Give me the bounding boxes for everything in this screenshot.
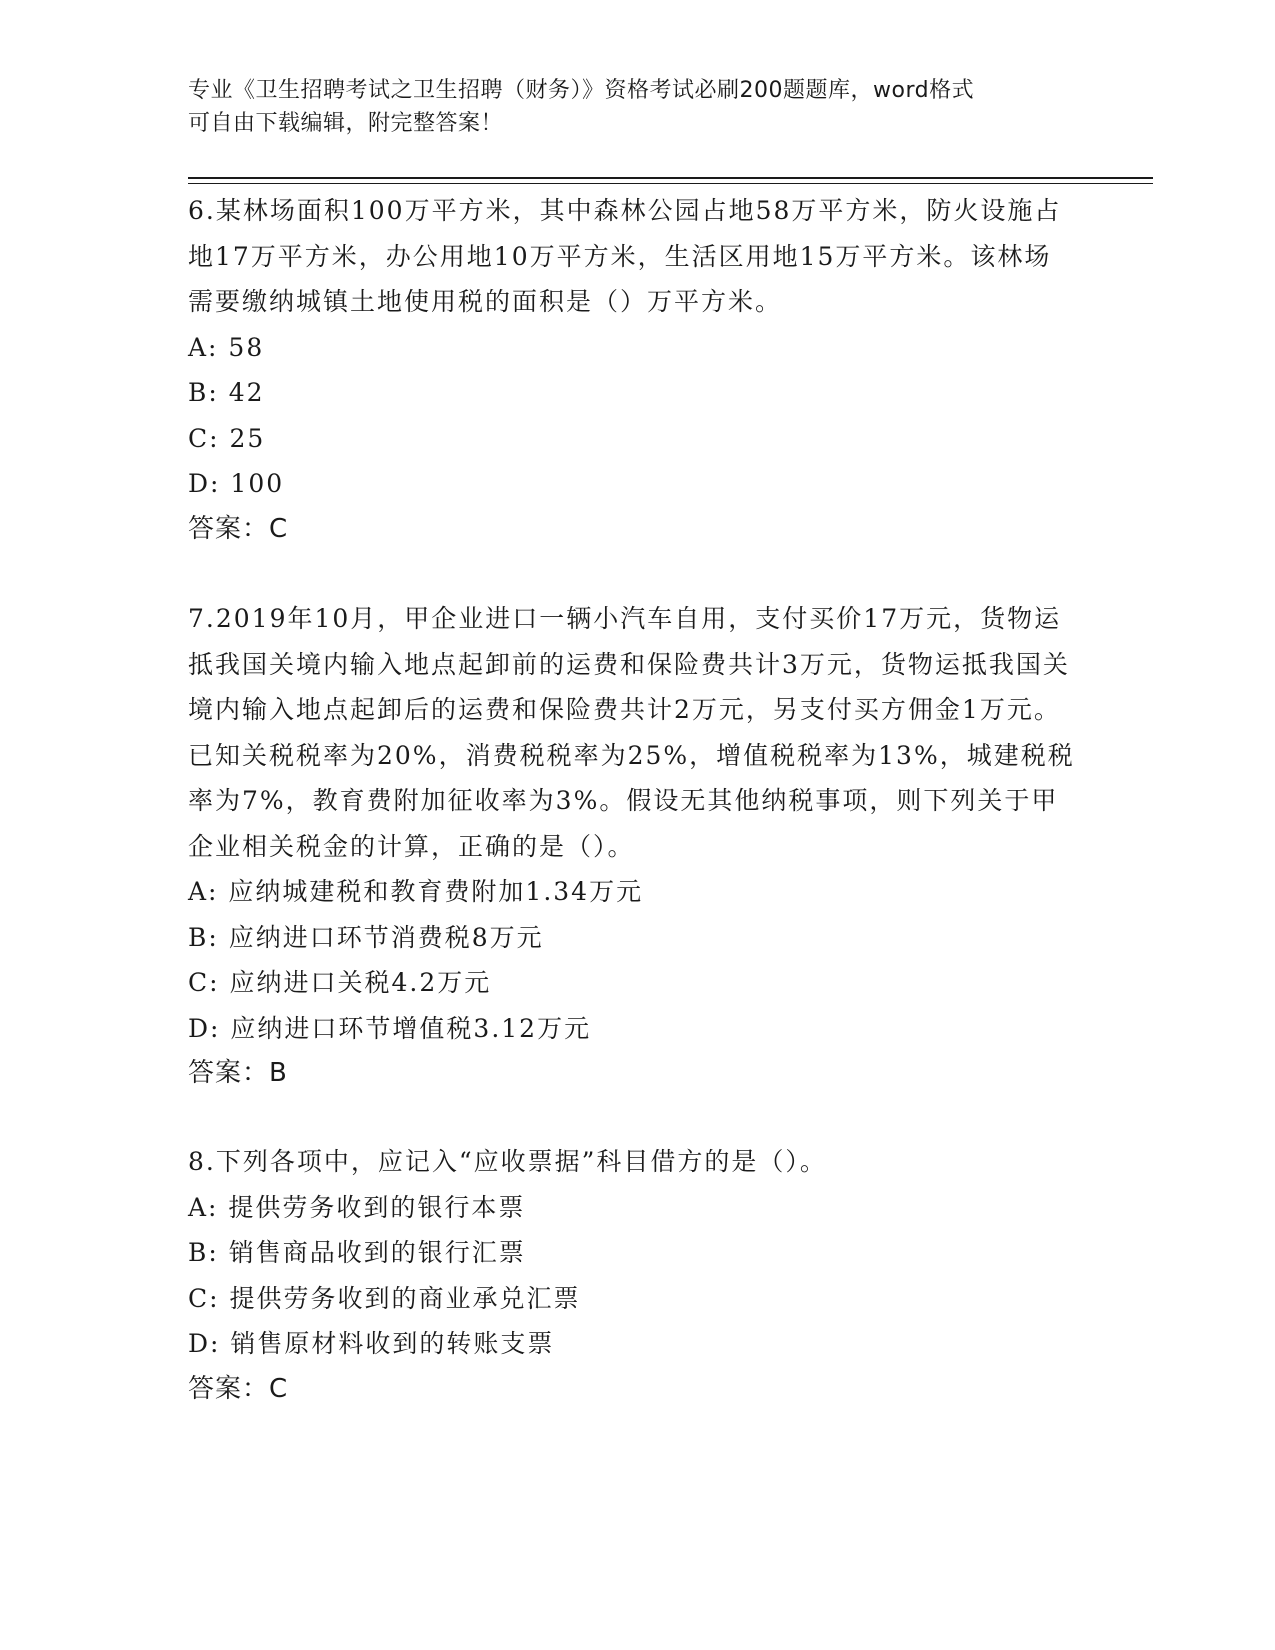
- header-line-2: 可自由下载编辑，附完整答案！: [188, 111, 504, 136]
- question-stem: 6.某林场面积100万平方米，其中森林公园占地58万平方米，防火设施占地17万平方米，办公用地10万平方米，生活区用地15万平方米。该林场需要缴纳城镇土地使用税的面积是（）万平方米。: [188, 196, 1062, 316]
- option-d: D: 销售原材料收到的转账支票: [188, 1329, 555, 1358]
- question-7: [188, 596, 1078, 1097]
- option-b: B: 销售商品收到的银行汇票: [188, 1238, 526, 1267]
- header-line-1: 专业《卫生招聘考试之卫生招聘（财务）》资格考试必刷200题题库，word格式: [188, 78, 975, 103]
- question-stem: 7.2019年10月，甲企业进口一辆小汽车自用，支付买价17万元，货物运抵我国关境内输入地点起卸前的运费和保险费共计3万元，货物运抵我国关境内输入地点起卸后的运费和保险费共计2万元，另支付买方佣金1万元。已知关税税率为20%，消费税税率为25%，增值税税率为13%，城建税税率为7%，教育费附加征收率为3%。假设无其他纳税事项，则下列关于甲企业相关税金的计算，正确的是（）。: [188, 604, 1075, 861]
- option-b: B: 应纳进口环节消费税8万元: [188, 922, 544, 952]
- option-c: C: 25: [188, 423, 266, 453]
- option-a: A: 58: [188, 332, 265, 362]
- option-c: C: 提供劳务收到的商业承兑汇票: [188, 1283, 581, 1313]
- option-a: A: 应纳城建税和教育费附加1.34万元: [188, 877, 644, 906]
- header-divider-thin: [188, 183, 1153, 184]
- answer-text: 答案：C: [188, 513, 289, 544]
- question-8: [188, 1139, 1078, 1412]
- option-a: A: 提供劳务收到的银行本票: [188, 1192, 526, 1222]
- option-d: D: 应纳进口环节增值税3.12万元: [188, 1013, 592, 1043]
- option-c: C: 应纳进口关税4.2万元: [188, 968, 492, 997]
- option-b: B: 42: [188, 378, 265, 407]
- answer-text: 答案：C: [188, 1373, 289, 1404]
- option-d: D: 100: [188, 469, 285, 498]
- answer-text: 答案：B: [188, 1058, 288, 1088]
- question-stem: 8.下列各项中，应记入“应收票据”科目借方的是（）。: [188, 1147, 827, 1176]
- question-6: [188, 188, 1078, 552]
- document-header: [188, 74, 1068, 140]
- header-divider-thick: [188, 177, 1153, 179]
